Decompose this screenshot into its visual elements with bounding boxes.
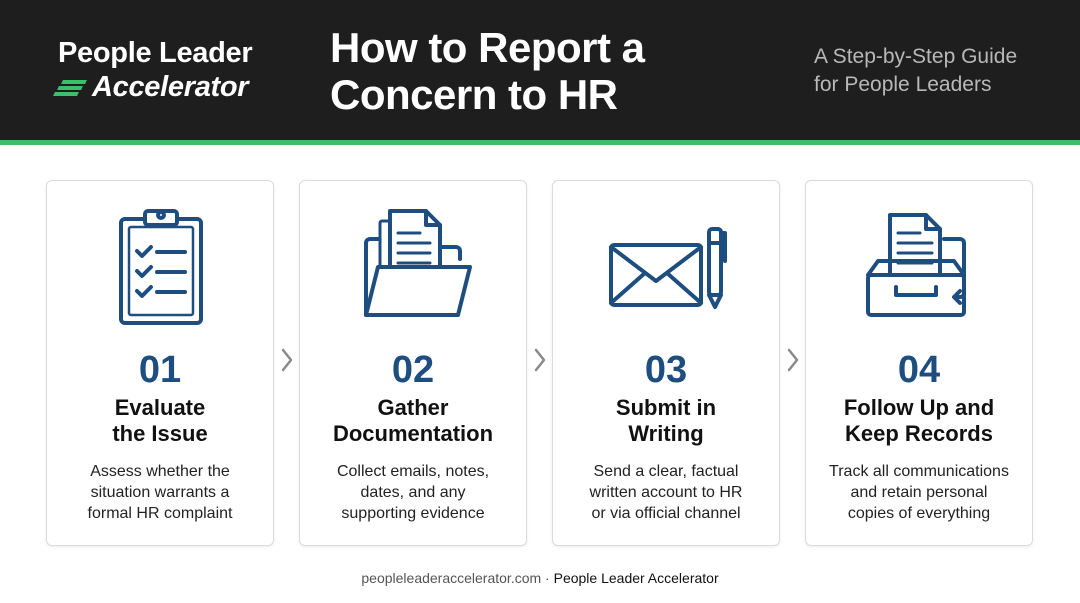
step-title xyxy=(47,395,273,447)
step-number-4: 04 xyxy=(897,349,941,391)
step-title-line2: Writing xyxy=(628,421,704,446)
logo-speed-bars-icon xyxy=(58,80,88,96)
step-number-3: 03 xyxy=(644,349,688,391)
page-title-line2: Concern to HR xyxy=(330,71,618,118)
header-bar xyxy=(0,0,1080,140)
logo-text-line2 xyxy=(58,70,252,104)
envelope-pen-icon xyxy=(607,203,727,328)
step-description-line3: or via official channel xyxy=(591,505,741,522)
page-subtitle xyxy=(814,43,1017,99)
step-description-line3: formal HR complaint xyxy=(87,505,233,522)
chevron-right-icon xyxy=(785,347,801,373)
page-subtitle-line2: for People Leaders xyxy=(814,73,992,96)
chevron-right-icon xyxy=(279,347,295,373)
step-number-2: 02 xyxy=(391,349,435,391)
step-title-line1: Submit in xyxy=(615,395,717,420)
step-description-line2: and retain personal xyxy=(850,484,988,501)
chevron-right-icon xyxy=(532,347,548,373)
step-title-line1: Gather xyxy=(377,395,449,420)
page-title xyxy=(330,24,645,118)
clipboard-checklist-icon xyxy=(101,203,221,328)
step-title xyxy=(806,395,1032,447)
step-title-line2: Keep Records xyxy=(845,421,993,446)
brand-logo xyxy=(58,36,252,104)
step-description-line1: Track all communications xyxy=(829,463,1009,480)
logo-accelerator-text: Accelerator xyxy=(92,71,249,103)
step-title-line2: Documentation xyxy=(332,421,494,446)
step-description-line1: Collect emails, notes, xyxy=(336,463,490,480)
step-description xyxy=(820,461,1018,524)
step-description-line1: Send a clear, factual xyxy=(593,463,739,480)
footer-url[interactable]: peopleleaderaccelerator.com xyxy=(361,570,542,586)
step-title-line1: Follow Up and xyxy=(843,395,995,420)
step-description xyxy=(61,461,259,524)
step-title-line2: the Issue xyxy=(112,421,208,446)
page-subtitle-line1: A Step-by-Step Guide xyxy=(814,45,1018,68)
inbox-tray-icon xyxy=(860,203,980,328)
page-title-line1: How to Report a xyxy=(330,24,645,71)
step-title xyxy=(553,395,779,447)
step-description xyxy=(567,461,765,524)
footer xyxy=(0,570,1080,586)
step-description-line1: Assess whether the xyxy=(90,463,230,480)
step-description-line2: situation warrants a xyxy=(90,484,230,501)
step-description-line3: supporting evidence xyxy=(341,505,485,522)
step-number-1: 01 xyxy=(138,349,182,391)
step-description-line2: dates, and any xyxy=(360,484,466,501)
header-accent-stripe xyxy=(0,140,1080,145)
step-description xyxy=(314,461,512,524)
step-title xyxy=(300,395,526,447)
step-title-line1: Evaluate xyxy=(114,395,206,420)
step-description-line3: copies of everything xyxy=(847,505,991,522)
folder-documents-icon xyxy=(354,203,474,328)
footer-brand: People Leader Accelerator xyxy=(553,570,719,586)
footer-separator: · xyxy=(541,570,554,586)
step-description-line2: written account to HR xyxy=(589,484,743,501)
logo-text-line1: People Leader xyxy=(58,37,253,69)
